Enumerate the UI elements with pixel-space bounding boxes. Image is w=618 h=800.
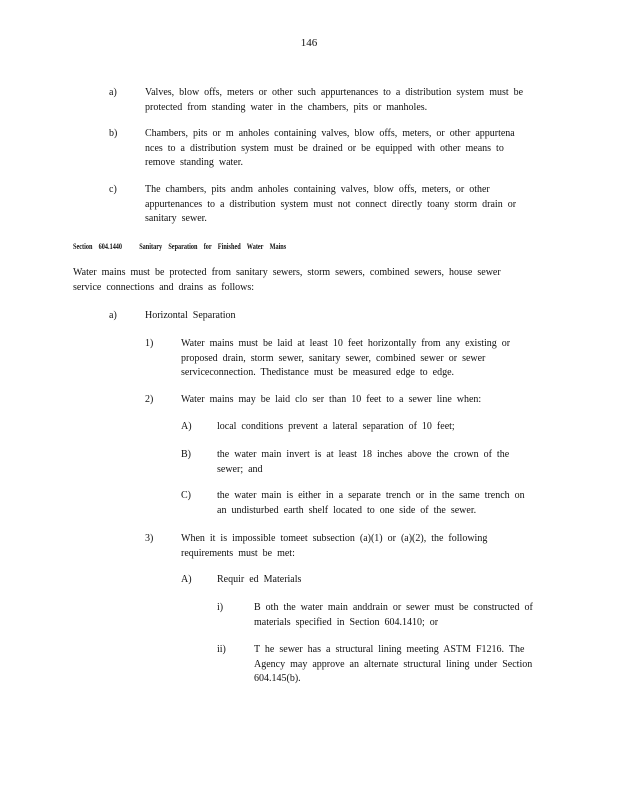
list-item-label: a) [109,87,117,98]
subitem-text: the water main invert is at least 18 inches above the crown of the sewer; and [217,449,510,475]
item-text: Water mains must be laid at least 10 feet horizontally from any existing or proposed drain, storm sewer, sanitary sewer, combined sewer or sewer serviceconnection. Thedistance must be measured edge to edge. [181,338,511,378]
subitem-text: Requir ed Materials [217,574,302,585]
item-label: 3) [145,533,154,544]
list-item-text: Valves, blow offs, meters or other such appurtenances to a distribution system must be protected from standing water in the chambers, pits or manholes. [145,87,524,113]
subitem-label: A) [181,421,192,432]
subitem-text: the water main is either in a separate trench or in the same trench on an undisturbed earth shelf located to one side of the sewer. [217,490,525,516]
page-number: 146 [300,37,318,49]
list-item-text: The chambers, pits andm anholes containing valves, blow offs, meters, or other appurtenances to a distribution system must not connect directly toany storm drain or sanitary sewer. [145,184,517,224]
subitem-text: local conditions prevent a lateral separation of 10 feet; [217,421,455,432]
intro-paragraph: Water mains must be protected from sanitary sewers, storm sewers, combined sewers, house sewer service connections and drains as follows: [73,267,501,293]
roman-item-text: T he sewer has a structural lining meeting ASTM F1216. The Agency may approve an alternate structural lining under Section 604.145(b). [254,644,533,684]
list-item-text: Chambers, pits or m anholes containing valves, blow offs, meters, or other appurtena nces to a distribution system must be drained or be equipped with other means to remove standing water. [145,128,515,168]
section-title: Sanitary Separation for Finished Water Mains [139,242,287,251]
section-number: Section 604.1440 [73,242,123,251]
subitem-label: C) [181,490,191,501]
list-item-label: b) [109,128,118,139]
subsection-title: Horizontal Separation [145,310,236,321]
item-text: When it is impossible tomeet subsection (a)(1) or (a)(2), the following requirements must be met: [181,533,488,559]
item-label: 1) [145,338,154,349]
section-heading [73,242,440,251]
subitem-label: B) [181,449,191,460]
subsection-label: a) [109,310,117,321]
roman-item-label: ii) [217,644,226,655]
subitem-label: A) [181,574,192,585]
item-label: 2) [145,394,154,405]
list-item-label: c) [109,184,117,195]
item-text: Water mains may be laid clo ser than 10 feet to a sewer line when: [181,394,482,405]
roman-item-text: B oth the water main anddrain or sewer must be constructed of materials specified in Section 604.1410; or [254,602,533,628]
roman-item-label: i) [217,602,224,613]
